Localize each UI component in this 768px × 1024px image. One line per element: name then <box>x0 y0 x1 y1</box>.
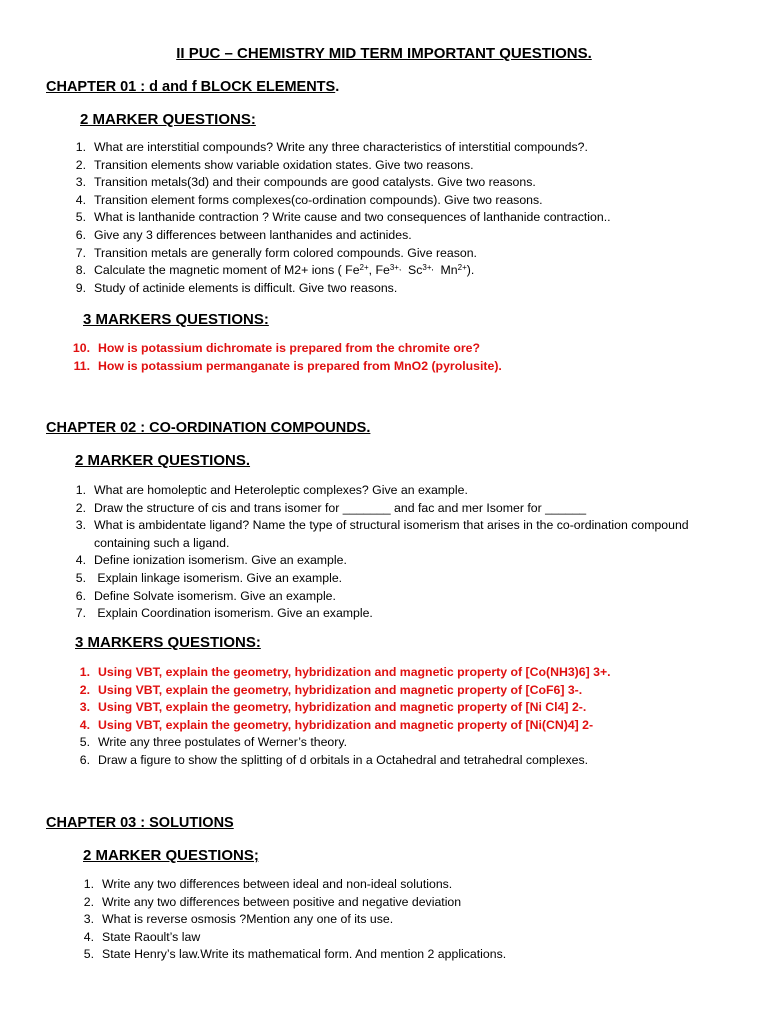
item-text: Write any two differences between positive and negative deviation <box>102 894 462 909</box>
item-text: Define ionization isomerism. Give an example. <box>94 553 347 568</box>
chapter-3-heading-text: CHAPTER 03 : SOLUTIONS <box>46 815 234 831</box>
item-text-part: , Fe <box>368 263 390 278</box>
item-text: Transition element forms complexes(co-ordination compounds). Give two reasons. <box>94 192 543 207</box>
item-text: Explain linkage isomerism. Give an example. <box>94 570 343 585</box>
item-number: 4. <box>75 553 86 568</box>
chapter-2-heading <box>46 420 370 436</box>
item-text: What are interstitial compounds? Write any three characteristics of interstitial compounds?. <box>94 140 588 154</box>
item-text: Explain Coordination isomerism. Give an example. <box>94 606 373 621</box>
item-text: How is potassium dichromate is prepared from the chromite ore? <box>98 341 480 355</box>
item-text: Transition metals(3d) and their compounds are good catalysts. Give two reasons. <box>94 175 536 190</box>
ch2-three-marker-heading: 3 MARKERS QUESTIONS: <box>75 634 261 651</box>
item-text: Draw the structure of cis and trans isomer for _______ and fac and mer Isomer for ______ <box>94 500 587 515</box>
item-text: Transition elements show variable oxidation states. Give two reasons. <box>94 157 474 172</box>
superscript: 3+, <box>422 263 434 273</box>
item-number: 3. <box>75 518 86 533</box>
item-text: Transition metals are generally form colored compounds. Give reason. <box>94 245 477 260</box>
item-text: Study of actinide elements is difficult. Give two reasons. <box>94 280 398 295</box>
chapter-1-heading-tail: . <box>335 79 340 95</box>
item-text: Draw a figure to show the splitting of d orbitals in a Octahedral and tetrahedral complexes. <box>98 752 589 767</box>
item-number: 1. <box>79 665 90 679</box>
superscript: 3+, <box>389 263 402 273</box>
item-number: 6. <box>75 588 86 603</box>
item-number: 6. <box>75 227 86 242</box>
item-text: How is potassium permanganate is prepared from MnO2 (pyrolusite). <box>98 358 502 373</box>
item-text: Using VBT, explain the geometry, hybridization and magnetic property of [Ni Cl4] 2-. <box>98 700 587 715</box>
ch3-two-marker-heading: 2 MARKER QUESTIONS; <box>83 847 259 864</box>
item-text: What are homoleptic and Heteroleptic complexes? Give an example. <box>94 483 468 497</box>
ch1-two-marker-heading-tail: : <box>250 111 256 128</box>
ch1-three-marker-heading: 3 MARKERS QUESTIONS: <box>83 311 269 328</box>
item-number: 7. <box>75 606 86 621</box>
superscript: 2+ <box>359 263 369 273</box>
item-number: 5. <box>79 735 90 750</box>
item-text-part: Sc <box>401 263 423 278</box>
item-number: 5. <box>83 947 94 962</box>
chapter-1-heading-text: CHAPTER 01 : d and f BLOCK ELEMENTS <box>46 79 336 95</box>
item-number: 4. <box>75 192 86 207</box>
chapter-1-heading <box>46 79 339 95</box>
item-text: What is lanthanide contraction ? Write cause and two consequences of lanthanide contraction.. <box>94 210 611 225</box>
item-number: 4. <box>83 929 94 944</box>
item-number: 7. <box>75 245 86 260</box>
item-number: 2. <box>75 157 86 172</box>
item-text-part: ). <box>466 263 475 278</box>
item-number: 2. <box>83 894 94 909</box>
item-text: State Henry’s law.Write its mathematical form. And mention 2 applications. <box>102 947 507 962</box>
item-text: What is ambidentate ligand? Name the type of structural isomerism that arises in the co-ordination compound containing such a ligand. <box>94 518 689 550</box>
item-number: 2. <box>79 682 90 697</box>
item-text: Define Solvate isomerism. Give an example. <box>94 588 336 603</box>
ch1-two-marker-heading-text: 2 MARKER QUESTIONS <box>80 111 251 128</box>
item-text-part: Mn <box>433 263 458 278</box>
item-text-part: Calculate the magnetic moment of M2+ ions ( Fe <box>94 263 360 278</box>
item-number: 4. <box>79 717 90 732</box>
item-text: Write any three postulates of Werner’s theory. <box>98 735 348 750</box>
item-text: Using VBT, explain the geometry, hybridization and magnetic property of [Ni(CN)4] 2- <box>98 717 594 732</box>
item-number: 2. <box>75 500 86 515</box>
item-number: 3. <box>75 175 86 190</box>
item-number: 8. <box>75 263 86 278</box>
chapter-2-heading-text: CHAPTER 02 : CO-ORDINATION COMPOUNDS. <box>46 420 371 436</box>
superscript: 2+ <box>457 263 467 273</box>
item-number: 1. <box>75 483 86 497</box>
item-text: State Raoult’s law <box>102 929 201 944</box>
item-text: Give any 3 differences between lanthanides and actinides. <box>94 227 412 242</box>
item-number: 3. <box>83 912 94 927</box>
item-text: What is reverse osmosis ?Mention any one of its use. <box>102 912 394 927</box>
ch2-two-marker-heading: 2 MARKER QUESTIONS. <box>75 452 251 469</box>
item-number: 3. <box>79 700 90 715</box>
item-text: Using VBT, explain the geometry, hybridization and magnetic property of [CoF6] 3-. <box>98 682 583 697</box>
chapter-3-heading <box>46 815 234 831</box>
item-number: 9. <box>75 280 86 295</box>
item-number: 5. <box>75 210 86 225</box>
item-text <box>94 262 734 280</box>
item-number: 1. <box>83 877 94 891</box>
item-number: 11. <box>73 358 90 373</box>
ch1-two-marker-heading <box>80 111 256 128</box>
item-number: 5. <box>75 570 86 585</box>
item-number: 6. <box>79 752 90 767</box>
item-text: Write any two differences between ideal and non-ideal solutions. <box>102 877 453 891</box>
item-number: 10. <box>72 341 90 355</box>
item-number: 1. <box>75 140 86 154</box>
item-text: Using VBT, explain the geometry, hybridization and magnetic property of [Co(NH3)6] 3+. <box>98 665 611 679</box>
document-title: II PUC – CHEMISTRY MID TERM IMPORTANT QUESTIONS. <box>176 45 592 62</box>
